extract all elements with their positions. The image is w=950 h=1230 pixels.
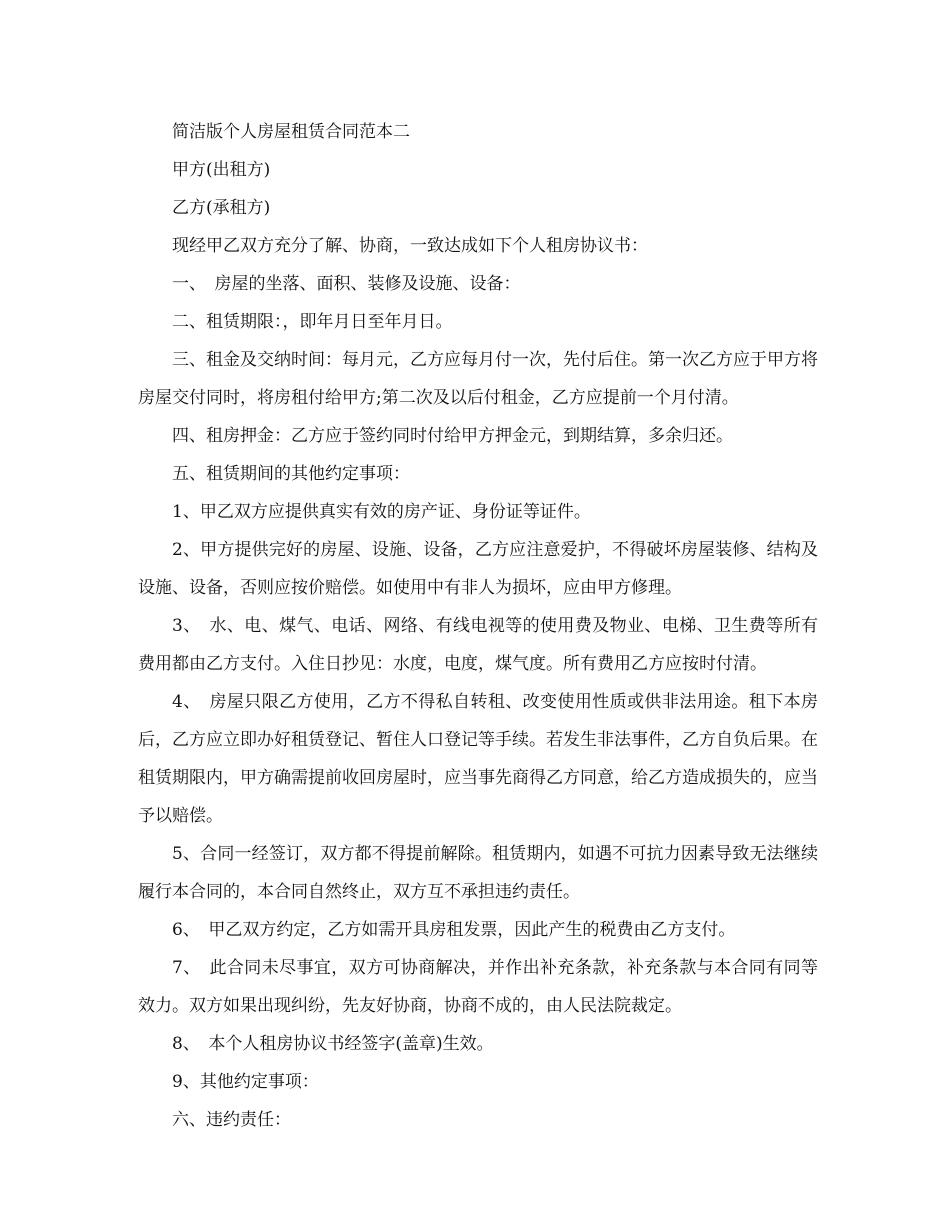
clause-3-rent: 三、租金及交纳时间：每月元，乙方应每月付一次，先付后住。第一次乙方应于甲方将房屋交付同时，将房租付给甲方;第二次及以后付租金，乙方应提前一个月付清。 [138, 350, 818, 408]
document-title: 简洁版个人房屋租赁合同范本二 [172, 122, 410, 142]
item-4: 4、 房屋只限乙方使用，乙方不得私自转租、改变使用性质或供非法用途。租下本房后，乙方应立即办好租赁登记、暂住人口登记等手续。若发生非法事件，乙方自负后果。在租赁期限内，甲方确需提前收回房屋时，应当事先商得乙方同意，给乙方造成损失的，应当予以赔偿。 [138, 692, 818, 826]
item-2: 2、甲方提供完好的房屋、设施、设备，乙方应注意爱护，不得破坏房屋装修、结构及设施、设备，否则应按价赔偿。如使用中有非人为损坏，应由甲方修理。 [138, 540, 818, 598]
clause-4-deposit: 四、租房押金：乙方应于签约同时付给甲方押金元，到期结算，多余归还。 [172, 426, 733, 446]
item-9: 9、其他约定事项： [172, 1072, 319, 1092]
clause-5-heading: 五、租赁期间的其他约定事项： [172, 464, 410, 484]
item-8: 8、 本个人租房协议书经签字(盖章)生效。 [172, 1034, 494, 1054]
item-3: 3、 水、电、煤气、电话、网络、有线电视等的使用费及物业、电梯、卫生费等所有费用都由乙方支付。入住日抄见：水度，电度，煤气度。所有费用乙方应按时付清。 [138, 616, 818, 674]
clause-2-term: 二、租赁期限：，即年月日至年月日。 [172, 312, 453, 332]
agreement-intro: 现经甲乙双方充分了解、协商，一致达成如下个人租房协议书： [172, 236, 648, 256]
document-body [138, 113, 818, 1139]
item-1: 1、甲乙双方应提供真实有效的房产证、身份证等证件。 [172, 502, 591, 522]
item-5: 5、合同一经签订，双方都不得提前解除。租赁期内，如遇不可抗力因素导致无法继续履行本合同的，本合同自然终止，双方互不承担违约责任。 [138, 844, 818, 902]
clause-1-property: 一、 房屋的坐落、面积、装修及设施、设备： [172, 274, 521, 294]
item-7: 7、 此合同未尽事宜，双方可协商解决，并作出补充条款，补充条款与本合同有同等效力。双方如果出现纠纷，先友好协商，协商不成的，由人民法院裁定。 [138, 958, 818, 1016]
party-a-line: 甲方(出租方) [172, 160, 271, 180]
clause-6-liability: 六、违约责任： [172, 1110, 291, 1130]
item-6: 6、 甲乙双方约定，乙方如需开具房租发票，因此产生的税费由乙方支付。 [172, 920, 736, 940]
party-b-line: 乙方(承租方) [172, 198, 271, 218]
